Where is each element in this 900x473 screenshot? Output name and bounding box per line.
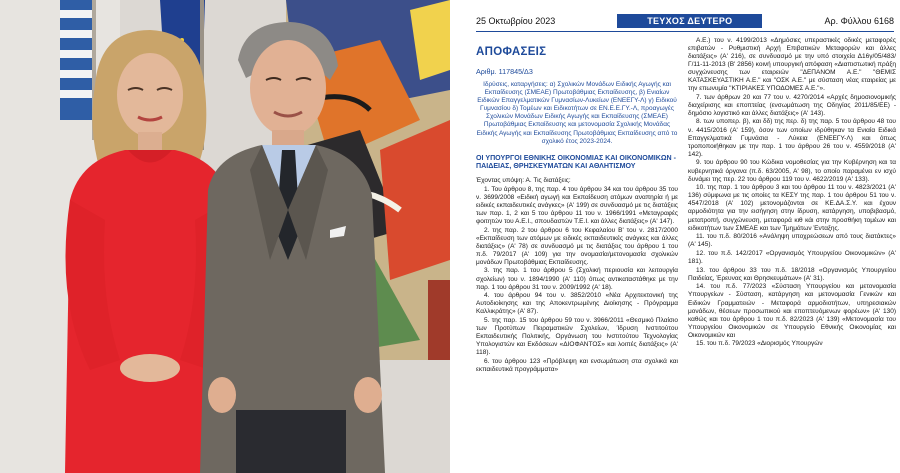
section-title: ΑΠΟΦΑΣΕΙΣ: [476, 46, 547, 58]
legal-provision-item: 6. του άρθρου 123 «Πρόβλεψη και ενσωμάτωση στα σχολικά και εκπαιδευτικά προγράμματα»: [476, 358, 678, 374]
legal-provision-item: 9. του άρθρου 90 του Κώδικα νομοθεσίας για την Κυβέρνηση και τα κυβερνητικά όργανα (π.δ. 63/2005, Α' 98), το οποίο παραμένει εν ισχύ δυνάμει της περ. 22 του άρθρου 119 του ν. 4622/2019 (Α' 133).: [688, 159, 896, 183]
legal-provision-item: 7. των άρθρων 20 και 77 του ν. 4270/2014 «Αρχές δημοσιονομικής διαχείρισης και εποπτείας (ενσωμάτωση της Οδηγίας 2011/85/ΕΕ) - δημόσιο λογιστικό και άλλες διατάξεις» (Α' 143).: [688, 93, 896, 117]
legal-provision-item: 10. της παρ. 1 του άρθρου 3 και του άρθρου 11 του ν. 4823/2021 (Α' 136) σύμφωνα με τις οποίες τα ΚΕΣΥ της παρ. 1 του άρθρου 51 του ν. 4547/2018 (Α' 102) μετονομάζονται σε ΚΕ.ΔΑ.Σ.Υ. και έχουν αρμοδιότητα για την εισήγηση στην ίδρυση, κατάργηση, υποβιβασμό, μετατροπή, συγχώνευση, μεταφορά κιθ κάι στην προσθήκη τομέων και ειδικοτήτων των ΣΜΕΑΕ και των Τμημάτων Ένταξης.: [688, 184, 896, 232]
legal-provision-item: 12. του π.δ. 142/2017 «Οργανισμός Υπουργείου Οικονομικών» (Α' 181).: [688, 249, 896, 266]
gazette-header: [476, 13, 894, 29]
legal-provision-item: Α.Ε.) του ν. 4199/2013 «Δημόσιες υπεραστικές οδικές μεταφορές επιβατών - Ρυθμιστική Αρχή Επιβατικών Μεταφορών και άλλες διατάξεις» (Α' 216), σε συνδυασμό με την υπό στοιχεία Δ16γ/05/483/Γ/11-11-2013 (Β' 2856) κοινή υπουργική απόφαση «Διαπιστωτική πράξη συγχώνευσης των εταιρειών "ΔΕΠΑΝΟΜ Α.Ε." "ΘΕΜΙΣ ΚΑΤΑΣΚΕΥΑΣΤΙΚΗ Α.Ε." και "ΟΣΚ Α.Ε." με σύσταση νέας εταιρείας με την επωνυμία "ΚΤΙΡΙΑΚΕΣ ΥΠΟΔΟΜΕΣ Α.Ε."».: [688, 36, 896, 93]
legal-provision-item: 8. των υποπερ. β), και δδ) της περ. δ) της παρ. 5 του άρθρου 48 του ν. 4415/2016 (Α' 159), όσον των οποίων ιδρύθηκαν τα Ενιαία Ειδικά Επαγγελματικά Γυμνάσια - Λύκεια (ΕΝΕΕΓΥ-Λ) και όπως τροποποιήθηκαν με την παρ. 1 του άρθρου 26 του ν. 4559/2018 (Α' 142).: [688, 118, 896, 158]
greece-flag-icon: [60, 0, 96, 140]
gazette-sheet-number: Αρ. Φύλλου 6168: [824, 16, 894, 26]
legal-basis-lead: Έχοντας υπόψη: Α. Τις διατάξεις:: [476, 176, 571, 184]
legal-provision-item: 2. της παρ. 2 του άρθρου 6 του Κεφαλαίου Β' του ν. 2817/2000 «Εκπαίδευση των ατόμων με ειδικές εκπαιδευτικές ανάγκες και άλλες διατάξεις» (Α' 78) σε συνδυασμό με τις διατάξεις του άρθρου 1 του π.δ. 79/2017 (Α' 109) για την ονομασία/μετονομασία σχολικών μονάδων Πρωτοβάθμιας Εκπαίδευσης.: [476, 226, 678, 266]
legal-provision-item: 11. του π.δ. 80/2016 «Ανάληψη υποχρεώσεων από τους διατάκτες» (Α' 145).: [688, 233, 896, 249]
decision-subject: Ιδρύσεις, καταργήσεις: α) Σχολικών Μονάδων Ειδικής Αγωγής και Εκπαίδευσης (ΣΜΕΑΕ) Πρωτοβάθμιας Εκπαίδευσης, β) Ενιαίων Ειδικών Επαγγελματικών Γυμνασίων-Λυκείων (ΕΝΕΕΓΥ-Λ) γ) Ειδικού Γυμνασίου δ) Τομέων και Ειδικοτήτων σε ΕΝ.Ε.Ε.ΓΥ.-Λ, προαγωγές Σχολικών Μονάδων Ειδικής Αγωγής και Εκπαίδευσης (ΣΜΕΑΕ) Πρωτοβάθμιας Εκπαίδευσης και μετονομασία Σχολικής Μονάδας Ειδικής Αγωγής και Εκπαίδευσης Πρωτοβάθμιας Εκπαίδευσης από το σχολικό έτος 2023-2024.: [476, 81, 678, 145]
gazette-right-column: [688, 36, 896, 473]
legal-provision-item: 15. του π.δ. 79/2023 «Διορισμός Υπουργών: [696, 340, 823, 348]
legal-provision-item: 5. της παρ. 15 του άρθρου 59 του ν. 3966/2011 «Θεσμικό Πλαίσιο των Προτύπων Πειραματικών Σχολείων, Ίδρυση Ινστιτούτου Εκπαιδευτικής Πολιτικής, Οργάνωση του Ινστιτούτου Τεχνολογίας Υπολογιστών και Εκδόσεων «ΔΙΟΦΑΝΤΟΣ» και λοιπές διατάξεις» (Α' 118).: [476, 317, 678, 357]
decision-number: Αριθμ. 117845/Δ3: [476, 67, 533, 76]
ministers-title: ΟΙ ΥΠΟΥΡΓΟΙ ΕΘΝΙΚΗΣ ΟΙΚΟΝΟΜΙΑΣ ΚΑΙ ΟΙΚΟΝΟΜΙΚΩΝ - ΠΑΙΔΕΙΑΣ, ΘΡΗΣΚΕΥΜΑΤΩΝ ΚΑΙ ΑΘΛΗΤΙΣΜΟΥ: [476, 153, 676, 171]
gazette-date: 25 Οκτωβρίου 2023: [476, 16, 556, 26]
legal-provision-item: 3. της παρ. 1 του άρθρου 5 (Σχολική περιουσία και λειτουργία σχολείων) του ν. 1894/1990 (Α' 110) όπως αντικαταστάθηκε με την παρ. 1 του άρθρου 31 του ν. 2009/1992 (Α' 18).: [476, 267, 678, 291]
header-rule: [476, 31, 894, 32]
gazette-left-column: [476, 36, 678, 473]
legal-provision-item: 14. του π.δ. 77/2023 «Σύσταση Υπουργείου και μετονομασία Υπουργείων - Σύσταση, κατάργηση και μετονομασία Γενικών και Ειδικών Γραμματειών - Μεταφορά αρμοδιοτήτων, υπηρεσιακών μονάδων, θέσεων προσωπικού και εποπτευόμενων φορέων» (Α' 130) καθώς και του άρθρου 1 του π.δ. 82/2023 (Α' 139) «Μετονομασία του Υπουργείου Οικονομικών σε Υπουργείο Εθνικής Οικονομίας και Οικονομικών και: [688, 283, 896, 339]
gazette-issue-badge: ΤΕΥΧΟΣ ΔΕΥΤΕΡΟ: [617, 14, 762, 28]
government-gazette-page: [450, 0, 900, 473]
legal-provision-item: 1. Του άρθρου 8, της παρ. 4 του άρθρου 34 και του άρθρου 35 του ν. 3699/2008 «Ειδική αγωγή και Εκπαίδευση ατόμων αναπηρία ή με ειδικές εκπαιδευτικές ανάγκες» (Α' 199) σε συνδυασμό με τις διατάξεις των παρ. 1, 2 και 5 του άρθρου 11 του ν. 1966/1991 «Μεταγραφές φοιτητών του Α.Ε.Ι., σπουδαστών Τ.Ε.Ι. και άλλες διατάξεις» (Α' 147).: [476, 185, 678, 225]
legal-provision-item: 13. του άρθρου 33 του π.δ. 18/2018 «Οργανισμός Υπουργείου Παιδείας, Έρευνας και Θρησκευμάτων» (Α' 31).: [688, 266, 896, 282]
legal-provision-item: 4. του άρθρου 94 του ν. 3852/2010 «Νέα Αρχιτεκτονική της Αυτοδιοίκησης και της Αποκεντρωμένης Διοίκησης - Πρόγραμμα Καλλικράτης» (Α' 87).: [476, 292, 678, 316]
